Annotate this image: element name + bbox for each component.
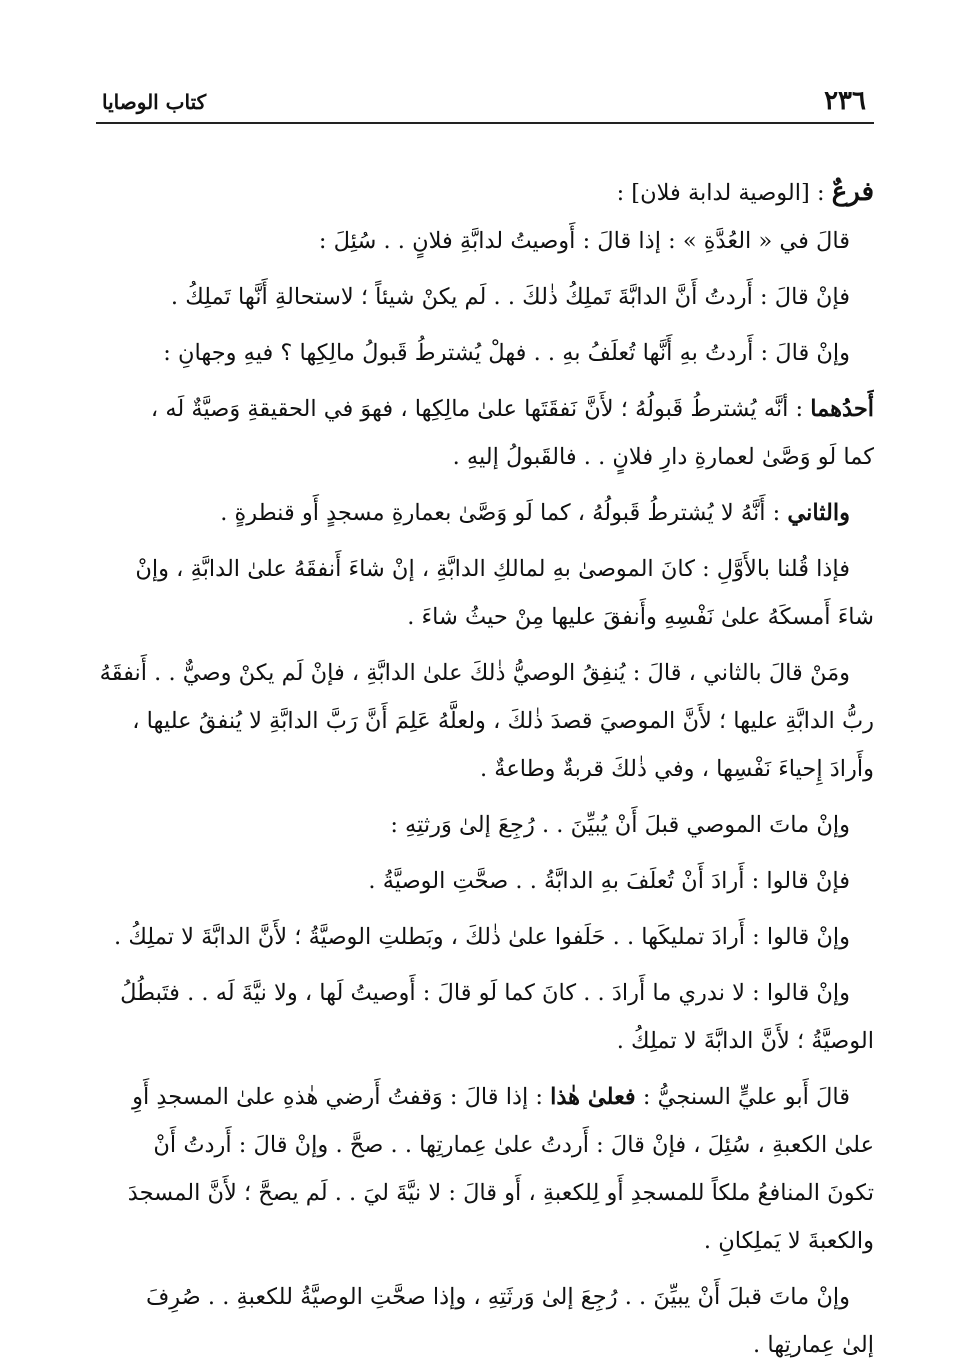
page-number: ٢٣٦ (824, 86, 866, 116)
text-line (96, 1073, 874, 1121)
text-line: فإذا قُلنا بالأَوَّلِ : كانَ الموصىٰ بهِ لمالكِ الدابَّةِ ، إنْ شاءَ أَنفقَهُ علىٰ الدابَّةِ ، وإنْ (135, 556, 850, 582)
text-line (96, 385, 874, 433)
text-line: تكونَ المنافعُ ملكاً للمسجدِ أَو لِلكعبةِ ، أَو قالَ : لا نيَّةَ ليَ . . لَم يصحَّ ؛ لأَنَّ المسجدَ (127, 1180, 874, 1206)
page-header (96, 82, 874, 124)
text-line: الوصيَّةُ ؛ لأَنَّ الدابَّةَ لا تملِكُ . (616, 1028, 874, 1054)
bold-lead-word: والثاني (787, 500, 850, 526)
text-line: وإنْ ماتَ قبلَ أَنْ يبيِّنَ . . رُجِعَ إلىٰ وَرثَتِهِ ، وإذا صحَّتِ الوصيَّةُ للكعبةِ . . صُرِفَ (145, 1284, 850, 1310)
page-body (96, 168, 874, 1369)
bold-lead-word: أَحدُهما (810, 396, 874, 422)
text-line: كما لَو وَصَّىٰ لعمارةِ دارِ فلانٍ . . فالقَبولُ إليهِ . (452, 444, 874, 470)
text-line: والكعبةَ لا يَملِكانِ . (703, 1228, 874, 1254)
text-run: : أنَّه يُشترطُ قَبولُهُ ؛ لأَنَّ نَفقَتَها علىٰ مالِكِها ، فهوَ في الحقيقةِ وَصيَّةٌ لَه ، (150, 396, 811, 422)
running-title: كتاب الوصايا (102, 90, 207, 114)
text-line: وإنْ ماتَ الموصي قبلَ أَنْ يُبيِّنَ . . رُجِعَ إلىٰ وَرثتِهِ : (390, 812, 850, 838)
text-line: وإنْ قالوا : لا ندري ما أَرادَ . . كانَ كما لَو قالَ : أَوصيتُ لَها ، ولا نيَّةَ لَه . . فتَبطُلُ (120, 980, 850, 1006)
text-run: : أَنَّهُ لا يُشترطُ قَبولُهُ ، كما لَو وَصَّىٰ بعمارةِ مسجدٍ أَو قنطرةٍ . (220, 500, 788, 526)
text-run: قالَ أَبو عليٍّ السنجيُّ : (635, 1084, 850, 1110)
text-line (96, 489, 874, 537)
text-line: وأَرادَ إِحياءَ نَفْسِها ، وفي ذٰلكَ قربةٌ وطاعةٌ . (479, 756, 874, 782)
text-line: ومَنْ قالَ بالثاني ، قالَ : يُنفِقُ الوصيُّ ذٰلكَ علىٰ الدابَّةِ ، فإنْ لَم يكنْ وصيٌّ . . أَنفقَهُ (99, 660, 850, 686)
text-line: ربُّ الدابَّةِ عليها ؛ لأَنَّ الموصيَ قصدَ ذٰلكَ ، ولعلَّهُ عَلِمَ أَنَّ رَبَّ الدابَّةِ لا يُنفقُ عليها ، (132, 708, 874, 734)
bold-phrase: فعلىٰ هٰذا (550, 1084, 636, 1110)
text-line: علىٰ الكعبةِ ، سُئِلَ ، فإنْ قالَ : أَردتُ علىٰ عِمارتِها . . صحَّ . وإنْ قالَ : أَردتُ أَنْ (153, 1132, 874, 1158)
text-line: فإنْ قالَ : أَردتُ أَنَّ الدابَّةَ تَملِكُ ذٰلكَ . . لَم يكنْ شيئاً ؛ لاستحالةِ أَنَّها تَملِكُ . (170, 284, 850, 310)
text-line: وإنْ قالوا : أَرادَ تمليكَها . . حَلَفوا علىٰ ذٰلكَ ، وبَطلتِ الوصيَّةُ ؛ لأَنَّ الدابَّةَ لا تملِكُ . (114, 924, 850, 950)
text-line: إلىٰ عِمارتِها . (753, 1332, 874, 1358)
section-heading (96, 168, 874, 217)
text-line: شاءَ أَمسكَهُ علىٰ نَفْسِهِ وأَنفقَ عليها مِنْ حيثُ شاءَ . (407, 604, 874, 630)
text-line: قالَ في « العُدَّةِ » : إذا قالَ : أَوصيتُ لدابَّةِ فلانٍ . . سُئِلَ : (318, 228, 850, 254)
text-line: وإنْ قالَ : أَردتُ بهِ أَنَّها تُعلَفُ بهِ . . فهلْ يُشترطُ قَبولُ مالِكِها ؟ فيهِ وجهانِ : (163, 340, 850, 366)
heading-lead-word: فرعٌ (831, 177, 874, 207)
text-run: : إذا قالَ : وَقفتُ أَرضي هٰذهِ علىٰ المسجدِ أَوِ (132, 1084, 551, 1110)
text-line: فإنْ قالوا : أَرادَ أَنْ تُعلَفَ بهِ الدابَّةُ . . صحَّتِ الوصيَّةُ . (368, 868, 850, 894)
heading-title: : [الوصية لدابة فلان] : (616, 180, 832, 206)
